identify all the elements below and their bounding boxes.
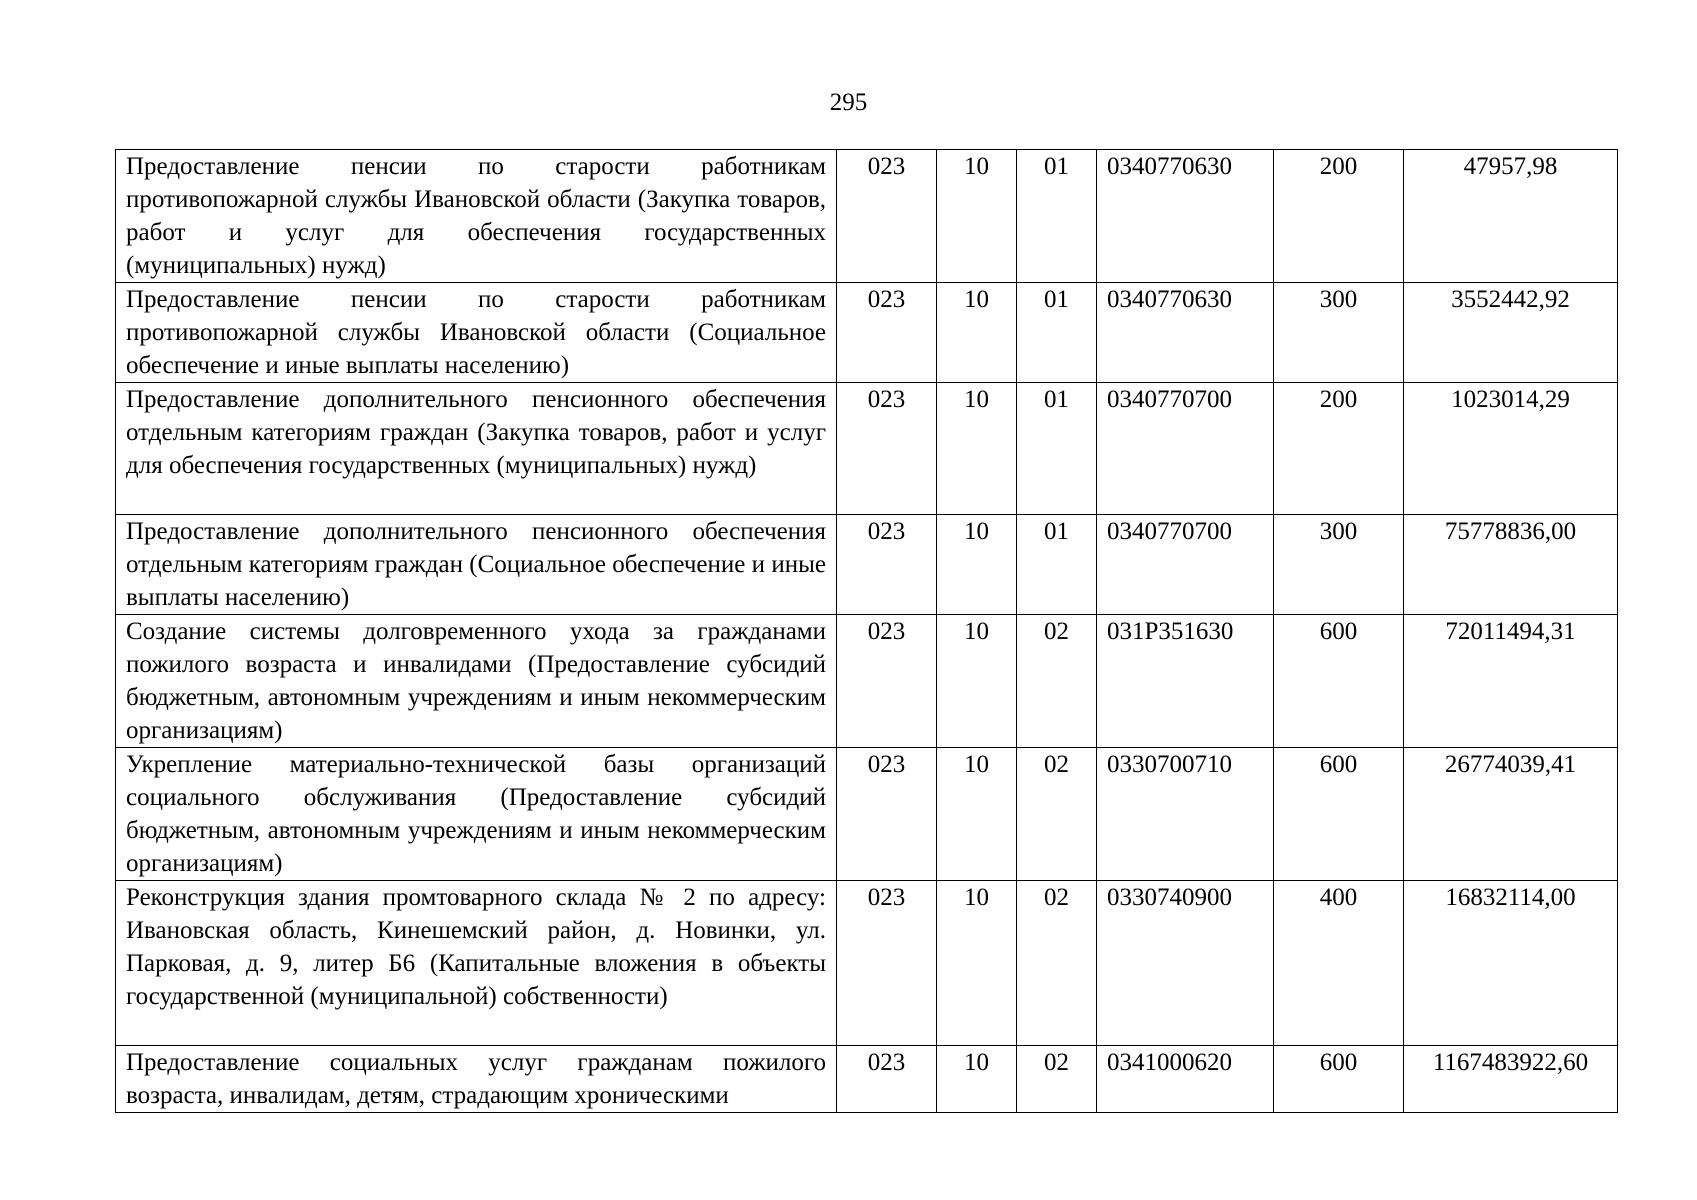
row-gr-code: 023 xyxy=(837,383,937,515)
row-amount: 72011494,31 xyxy=(1404,615,1618,748)
row-section-code: 10 xyxy=(937,748,1017,881)
row-target-code: 0330740900 xyxy=(1097,881,1274,1046)
row-name: Предоставление пенсии по старости работникам противопожарной службы Ивановской области (Закупка товаров, работ и услуг для обеспечения государственных (муниципальных) нужд) xyxy=(116,150,837,283)
row-subsection-code: 01 xyxy=(1017,515,1097,615)
table-row xyxy=(116,283,1618,383)
row-section-code: 10 xyxy=(937,881,1017,1046)
table-row xyxy=(116,150,1618,283)
row-expense-type: 200 xyxy=(1274,150,1404,283)
row-amount: 3552442,92 xyxy=(1404,283,1618,383)
row-subsection-code: 02 xyxy=(1017,1046,1097,1113)
row-target-code: 0340770630 xyxy=(1097,283,1274,383)
row-expense-type: 300 xyxy=(1274,515,1404,615)
row-expense-type: 300 xyxy=(1274,283,1404,383)
row-section-code: 10 xyxy=(937,383,1017,515)
table-row xyxy=(116,881,1618,1046)
row-name: Предоставление дополнительного пенсионного обеспечения отдельным категориям граждан (Закупка товаров, работ и услуг для обеспечения государственных (муниципальных) нужд) xyxy=(116,383,837,515)
row-gr-code: 023 xyxy=(837,1046,937,1113)
row-expense-type: 600 xyxy=(1274,615,1404,748)
table-row xyxy=(116,748,1618,881)
row-expense-type: 200 xyxy=(1274,383,1404,515)
row-name: Предоставление пенсии по старости работникам противопожарной службы Ивановской области (Социальное обеспечение и иные выплаты населению) xyxy=(116,283,837,383)
row-name: Реконструкция здания промтоварного склада № 2 по адресу: Ивановская область, Кинешемский район, д. Новинки, ул. Парковая, д. 9, литер Б6 (Капитальные вложения в объекты государственной (муниципальной) собственности) xyxy=(116,881,837,1046)
row-subsection-code: 01 xyxy=(1017,150,1097,283)
row-amount: 1023014,29 xyxy=(1404,383,1618,515)
table-row xyxy=(116,515,1618,615)
row-name: Создание системы долговременного ухода за гражданами пожилого возраста и инвалидами (Предоставление субсидий бюджетным, автономным учреждениям и иным некоммерческим организациям) xyxy=(116,615,837,748)
row-subsection-code: 02 xyxy=(1017,615,1097,748)
row-gr-code: 023 xyxy=(837,283,937,383)
page-number: 295 xyxy=(829,89,868,116)
row-amount: 47957,98 xyxy=(1404,150,1618,283)
row-target-code: 031P351630 xyxy=(1097,615,1274,748)
table-row xyxy=(116,615,1618,748)
row-amount: 16832114,00 xyxy=(1404,881,1618,1046)
row-target-code: 0340770700 xyxy=(1097,515,1274,615)
row-subsection-code: 02 xyxy=(1017,748,1097,881)
budget-table xyxy=(115,149,1618,1113)
row-gr-code: 023 xyxy=(837,881,937,1046)
row-target-code: 0340770700 xyxy=(1097,383,1274,515)
row-amount: 1167483922,60 xyxy=(1404,1046,1618,1113)
row-expense-type: 400 xyxy=(1274,881,1404,1046)
row-target-code: 0341000620 xyxy=(1097,1046,1274,1113)
row-gr-code: 023 xyxy=(837,615,937,748)
row-amount: 26774039,41 xyxy=(1404,748,1618,881)
row-name: Предоставление дополнительного пенсионного обеспечения отдельным категориям граждан (Социальное обеспечение и иные выплаты населению) xyxy=(116,515,837,615)
row-expense-type: 600 xyxy=(1274,1046,1404,1113)
row-subsection-code: 02 xyxy=(1017,881,1097,1046)
row-subsection-code: 01 xyxy=(1017,283,1097,383)
row-name: Укрепление материально-технической базы организаций социального обслуживания (Предоставление субсидий бюджетным, автономным учреждениям и иным некоммерческим организациям) xyxy=(116,748,837,881)
row-gr-code: 023 xyxy=(837,748,937,881)
row-expense-type: 600 xyxy=(1274,748,1404,881)
row-gr-code: 023 xyxy=(837,150,937,283)
row-section-code: 10 xyxy=(937,615,1017,748)
row-name: Предоставление социальных услуг гражданам пожилого возраста, инвалидам, детям, страдающим хроническими xyxy=(116,1046,837,1113)
row-target-code: 0330700710 xyxy=(1097,748,1274,881)
row-section-code: 10 xyxy=(937,283,1017,383)
row-section-code: 10 xyxy=(937,150,1017,283)
table-row xyxy=(116,1046,1618,1113)
row-section-code: 10 xyxy=(937,515,1017,615)
row-gr-code: 023 xyxy=(837,515,937,615)
row-target-code: 0340770630 xyxy=(1097,150,1274,283)
table-row xyxy=(116,383,1618,515)
row-subsection-code: 01 xyxy=(1017,383,1097,515)
row-section-code: 10 xyxy=(937,1046,1017,1113)
row-amount: 75778836,00 xyxy=(1404,515,1618,615)
